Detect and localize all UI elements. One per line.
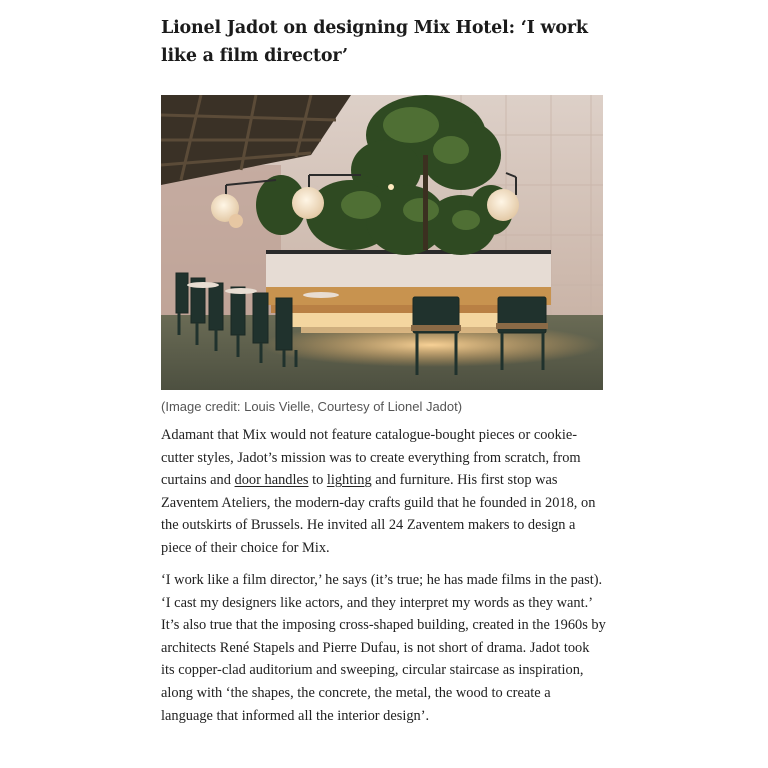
hero-image[interactable] xyxy=(161,95,603,390)
hero-photo-illustration xyxy=(161,95,603,390)
paragraph-text: to xyxy=(308,472,327,489)
lighting-link[interactable]: lighting xyxy=(326,472,372,489)
door-handles-link[interactable]: door handles xyxy=(234,472,309,489)
image-caption: (Image credit: Louis Vielle, Courtesy of Lionel Jadot) xyxy=(161,399,463,414)
body-paragraph: ‘I work like a film director,’ he says (it’s true; he has made films in the past). ‘I cast my designers like actors, and they interpret my words as they want.’ It’s also true that the imposing cross-shaped building, created in the 1960s by architects René Stapels and Pierre Dufau, is not short of drama. Jadot took its copper-clad auditorium and sweeping, circular staircase as inspiration, along with ‘the shapes, the concrete, the metal, the wood to create a language that informed all the interior design’. xyxy=(161,572,606,724)
article-headline: Lionel Jadot on designing Mix Hotel: ‘I work like a film director’ xyxy=(161,18,588,66)
paragraph-text: and furniture. His first stop was Zaventem Ateliers, the modern-day crafts guild that he founded in 2018, on the outskirts of Brussels. He invited all 24 Zaventem makers to design a piece of their choice for Mix. xyxy=(161,472,596,556)
paragraph-text: Adamant that Mix would not feature catalogue-bought pieces or cookie-cutter styles, Jadot’s mission was to create everything from scratch, from curtains and xyxy=(161,427,581,489)
body-paragraph xyxy=(161,424,606,560)
